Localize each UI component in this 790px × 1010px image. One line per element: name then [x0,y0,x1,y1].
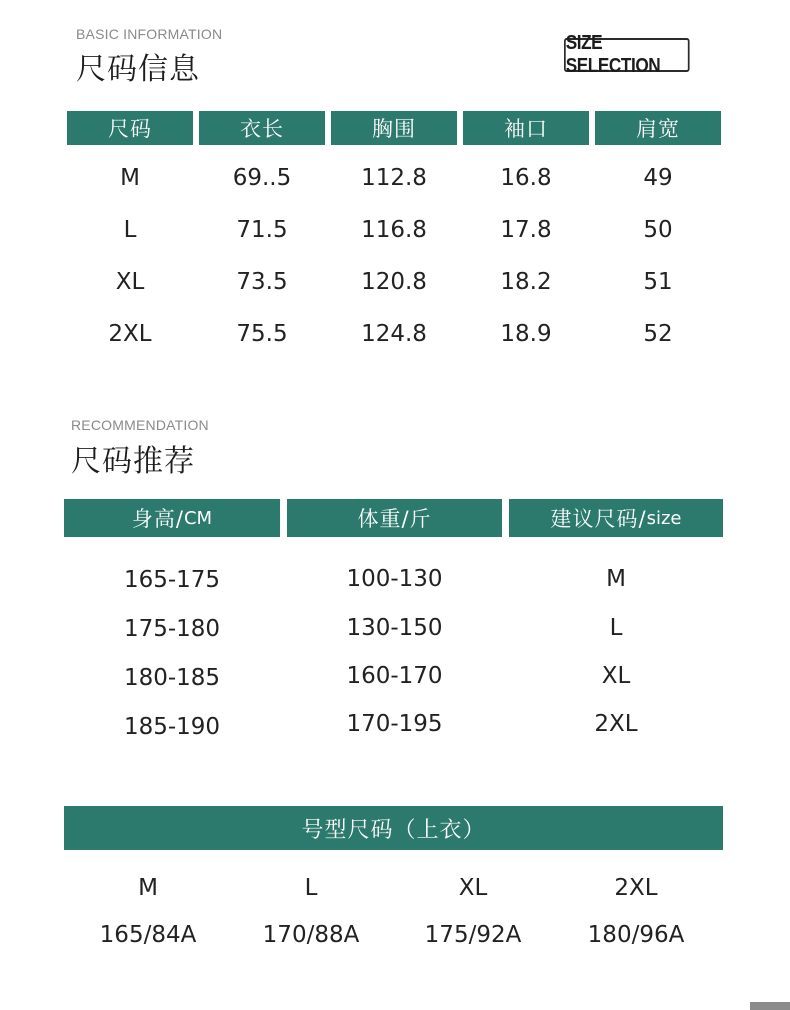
table-cell: M [120,165,140,191]
table-cell: 130-150 [346,615,443,641]
header-label: 体重/斤 [357,507,432,531]
table-cell: 120.8 [361,269,427,295]
size-info-header-length: 衣长 [199,111,325,145]
recommendation-header-height [64,499,280,537]
table-cell: 49 [643,165,673,191]
table-cell: M [138,875,158,901]
model-size-header: 号型尺码（上衣） [64,806,723,850]
table-cell: 185-190 [123,714,221,740]
table-cell: L [304,875,318,901]
table-cell: 180/96A [587,922,685,948]
table-cell: 73.5 [236,269,288,295]
table-cell: 180-185 [123,665,221,691]
table-cell: 17.8 [500,217,552,243]
table-cell: L [609,615,623,641]
table-cell: 50 [643,217,673,243]
basic-info-eyebrow: BASIC INFORMATION [76,26,223,42]
table-cell: 75.5 [236,321,288,347]
table-cell: 16.8 [500,165,552,191]
table-cell: 124.8 [361,321,427,347]
table-cell: 51 [643,269,673,295]
table-cell: L [123,217,137,243]
table-cell: 71.5 [236,217,288,243]
table-cell: XL [601,663,631,689]
table-cell: 2XL [594,711,638,737]
table-cell: 69..5 [232,165,292,191]
table-cell: XL [458,875,488,901]
table-cell: XL [115,269,145,295]
table-cell: 170-195 [346,711,443,737]
recommendation-header-weight [287,499,502,537]
table-cell: 2XL [614,875,658,901]
size-info-header-shoulder: 肩宽 [595,111,721,145]
header-label: 身高/ [131,507,184,531]
size-info-header-chest: 胸围 [331,111,457,145]
recommendation-header-size [509,499,723,537]
table-cell: 2XL [108,321,152,347]
scrollbar-thumb[interactable] [750,1002,790,1010]
header-unit: size [646,507,682,529]
table-cell: 18.2 [500,269,552,295]
table-cell: 175-180 [123,616,221,642]
table-cell: 100-130 [346,566,443,592]
recommendation-title: 尺码推荐 [71,444,195,479]
table-cell: 112.8 [361,165,427,191]
size-info-header-cuff: 袖口 [463,111,589,145]
table-cell: 175/92A [424,922,522,948]
table-cell: 18.9 [500,321,552,347]
table-cell: 165-175 [123,567,221,593]
table-cell: 160-170 [346,663,443,689]
table-cell: M [606,566,626,592]
recommendation-eyebrow: RECOMMENDATION [71,417,209,433]
table-cell: 170/88A [262,922,360,948]
size-selection-badge: SIZE SELECTION [564,38,690,72]
basic-info-title: 尺码信息 [76,52,200,87]
table-cell: 116.8 [361,217,427,243]
header-unit: CM [183,507,213,529]
table-cell: 52 [643,321,673,347]
size-info-header-size: 尺码 [67,111,193,145]
table-cell: 165/84A [99,922,197,948]
header-label: 建议尺码/ [550,507,647,531]
